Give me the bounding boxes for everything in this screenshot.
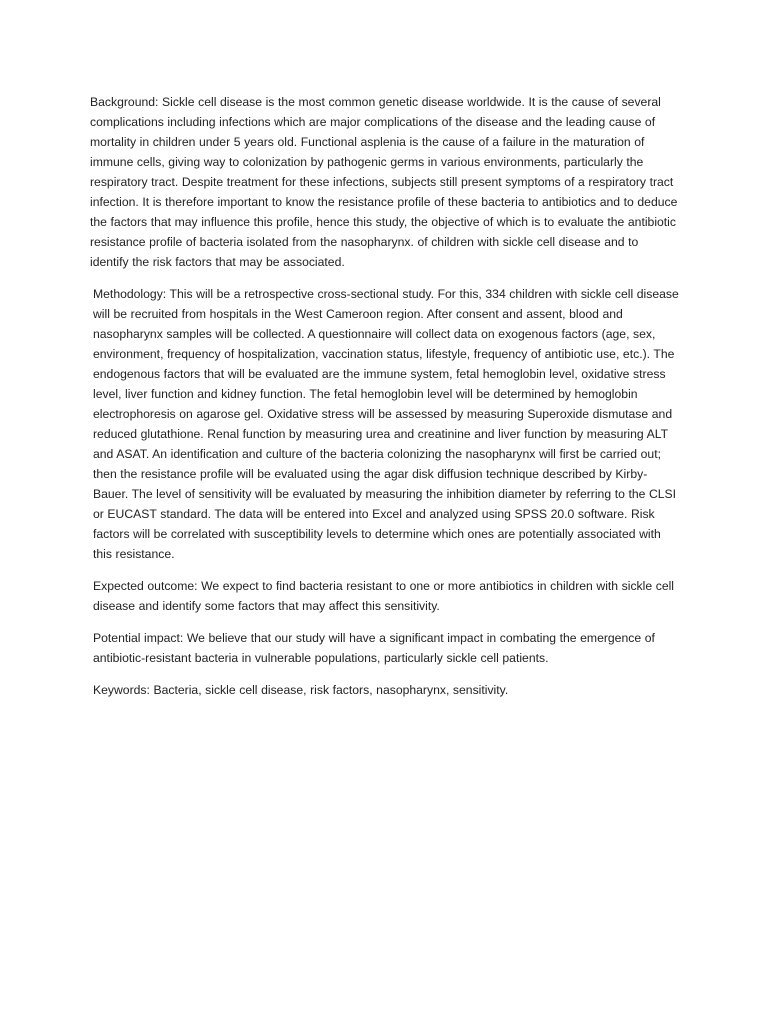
expected-outcome-paragraph: Expected outcome: We expect to find bacteria resistant to one or more antibiotics in children with sickle cell disease and identify some factors that may affect this sensitivity.	[93, 579, 675, 613]
methodology-paragraph: Methodology: This will be a retrospective cross-sectional study. For this, 334 children with sickle cell disease will be recruited from hospitals in the West Cameroon region. After consent and assent, blood and nasopharynx samples will be collected. A questionnaire will collect data on exogenous factors (age, sex, environment, frequency of hospitalization, vaccination status, lifestyle, frequency of antibiotic use, etc.). The endogenous factors that will be evaluated are the immune system, fetal hemoglobin level, oxidative stress level, liver function and kidney function. The fetal hemoglobin level will be determined by hemoglobin electrophoresis on agarose gel. Oxidative stress will be assessed by measuring Superoxide dismutase and reduced glutathione. Renal function by measuring urea and creatinine and liver function by measuring ALT and ASAT. An identification and culture of the bacteria colonizing the nasopharynx will first be carried out; then the resistance profile will be evaluated using the agar disk diffusion technique described by Kirby-Bauer. The level of sensitivity will be evaluated by measuring the inhibition diameter by referring to the CLSI or EUCAST standard. The data will be entered into Excel and analyzed using SPSS 20.0 software. Risk factors will be correlated with susceptibility levels to determine which ones are potentially associated with this resistance.	[93, 287, 679, 561]
background-paragraph: Background: Sickle cell disease is the most common genetic disease worldwide. It is the cause of several complications including infections which are major complications of the disease and the leading cause of mortality in children under 5 years old. Functional asplenia is the cause of a failure in the maturation of immune cells, giving way to colonization by pathogenic germs in various environments, particularly the respiratory tract. Despite treatment for these infections, subjects still present symptoms of a respiratory tract infection. It is therefore important to know the resistance profile of these bacteria to antibiotics and to deduce the factors that may influence this profile, hence this study, the objective of which is to evaluate the antibiotic resistance profile of bacteria isolated from the nasopharynx. of children with sickle cell disease and to identify the risk factors that may be associated.	[90, 95, 678, 269]
document-page	[90, 92, 680, 712]
keywords-paragraph: Keywords: Bacteria, sickle cell disease, risk factors, nasopharynx, sensitivity.	[93, 683, 509, 697]
potential-impact-paragraph: Potential impact: We believe that our study will have a significant impact in combating the emergence of antibiotic-resistant bacteria in vulnerable populations, particularly sickle cell patients.	[93, 631, 655, 665]
